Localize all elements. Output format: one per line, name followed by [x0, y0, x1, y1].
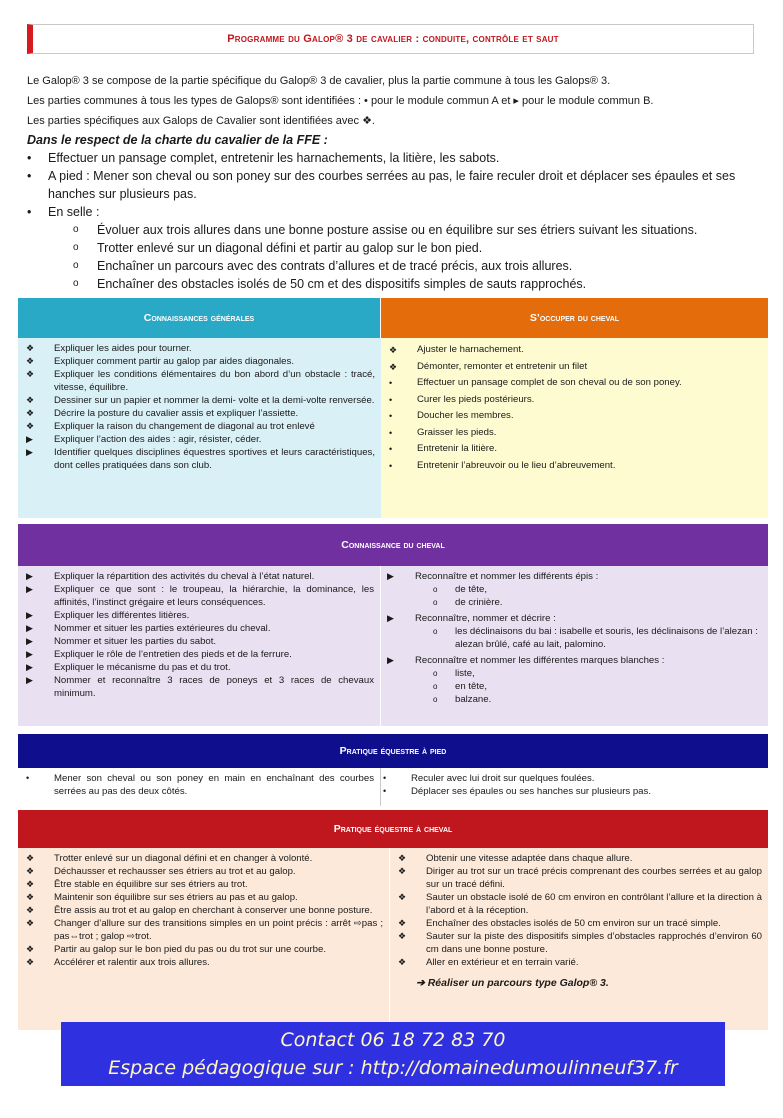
section-pratique-pied [18, 734, 768, 806]
list-item: ▶ Expliquer ce que sont : le troupeau, la hiérarchie, la dominance, les affinités, l’instinct grégaire et leurs conséquences. [26, 584, 374, 608]
circle-bullet-icon: o [433, 627, 438, 636]
list-item: ▶ Identifier quelques disciplines équestres sportives et leurs caractéristiques, dont celles pratiquées dans son club. [26, 447, 375, 471]
list-item: ❖ Être assis au trot et au galop en cherchant à conserver une bonne posture. [26, 905, 373, 916]
list-item: • Entretenir la litière. [387, 441, 762, 458]
diamond-bullet-icon: ❖ [26, 892, 35, 902]
list-item: ❖ Démonter, remonter et entretenir un filet [387, 359, 762, 376]
contact-banner [61, 1022, 725, 1086]
bullet-icon: • [389, 444, 393, 454]
triangle-bullet-icon: ▶ [26, 434, 33, 444]
list-item: ❖ Expliquer la raison du changement de diagonal au trot enlevé [26, 421, 315, 432]
intro-line-2: Les parties communes à tous les types de Galops® sont identifiées : • pour le module commun A et ▸ pour le module commun B. [27, 95, 654, 107]
diamond-bullet-icon: ❖ [26, 957, 35, 967]
list-item: ❖ Sauter un obstacle isolé de 60 cm environ en contrôlant l’allure et la direction à l’abord et à la réception. [398, 892, 762, 916]
bullet-icon: • [27, 205, 32, 219]
list-item: ▶ Expliquer la répartition des activités du cheval à l’état naturel. [26, 571, 315, 582]
triangle-bullet-icon: ▶ [387, 655, 394, 665]
list-connaissance-right [381, 566, 768, 726]
bullet-icon: • [389, 378, 393, 388]
list-subitem: o balzane. [433, 694, 492, 705]
triangle-bullet-icon: ▶ [26, 610, 33, 620]
list-cheval-right [390, 848, 768, 1030]
bullet-icon: • [389, 394, 393, 405]
bullet-icon: • [27, 169, 32, 183]
triangle-bullet-icon: ▶ [26, 623, 33, 633]
triangle-bullet-icon: ▶ [26, 675, 33, 685]
list-item: ❖ Décrire la posture du cavalier assis et expliquer l’assiette. [26, 408, 299, 419]
band-pratique-pied: Pratique équestre à pied [18, 734, 768, 768]
list-item: • Effectuer un pansage complet de son cheval ou de son poney. [387, 375, 762, 392]
list-item: ▶ Reconnaître et nommer les différentes marques blanches : [387, 655, 665, 666]
triangle-bullet-icon: ▶ [26, 649, 33, 659]
band-connaissance-cheval: Connaissance du cheval [18, 524, 768, 566]
bullet-icon: • [389, 427, 393, 438]
list-item: • Déplacer ses épaules ou ses hanches sur plusieurs pas. [383, 786, 651, 797]
intro-subitem: o Enchaîner un parcours avec des contrats d’allures et de tracé précis, aux trois allures. [73, 259, 573, 273]
list-item: ▶ Reconnaître, nommer et décrire : [387, 613, 556, 624]
diamond-bullet-icon: ❖ [398, 931, 407, 941]
bullet-icon: • [383, 786, 387, 796]
list-subitem: o en tête, [433, 681, 488, 692]
contact-website[interactable]: Espace pédagogique sur : http://domainedumoulinneuf37.fr [108, 1057, 678, 1079]
list-item: ❖ Ajuster le harnachement. [387, 342, 762, 359]
circle-bullet-icon: o [433, 669, 438, 678]
diamond-bullet-icon: ❖ [26, 408, 35, 418]
list-subitem: o liste, [433, 668, 475, 679]
list-connaissance-left [18, 566, 381, 726]
triangle-bullet-icon: ▶ [26, 662, 33, 672]
list-pied-right [381, 768, 768, 806]
list-item: ❖ Partir au galop sur le bon pied du pas ou du trot sur une courbe. [26, 944, 326, 955]
list-item: ▶ Expliquer le rôle de l’entretien des pieds et de la ferrure. [26, 649, 292, 660]
diamond-bullet-icon: ❖ [26, 369, 35, 379]
list-item: ❖ Changer d’allure sur des transitions simples en un point précis : arrêt ⇨pas ; pas⇔trot ; galop ⇨trot. [26, 918, 383, 942]
realiser-parcours: ➔ Réaliser un parcours type Galop® 3. [416, 977, 609, 989]
diamond-bullet-icon: ❖ [26, 866, 35, 876]
list-item: ▶ Reconnaître et nommer les différents épis : [387, 571, 599, 582]
list-item: ❖ Expliquer les conditions élémentaires du bon abord d’un obstacle : tracé, vitesse, équilibre. [26, 369, 375, 393]
bullet-icon: • [26, 773, 30, 783]
triangle-bullet-icon: ▶ [387, 613, 394, 623]
contact-phone: Contact 06 18 72 83 70 [280, 1029, 506, 1051]
triangle-bullet-icon: ▶ [26, 447, 33, 457]
section-pratique-cheval [18, 810, 768, 1030]
list-connaissances-generales [18, 338, 381, 518]
intro-line-3: Les parties spécifiques aux Galops de Cavalier sont identifiées avec ❖. [27, 115, 375, 127]
list-item: ▶ Expliquer les différentes litières. [26, 610, 190, 621]
triangle-bullet-icon: ▶ [26, 584, 33, 594]
intro-item: • En selle : [27, 205, 100, 219]
triangle-bullet-icon: ▶ [26, 636, 33, 646]
diamond-bullet-icon: ❖ [26, 905, 35, 915]
triangle-bullet-icon: ▶ [387, 571, 394, 581]
list-item: ❖ Accélérer et ralentir aux trois allures. [26, 957, 210, 968]
circle-bullet-icon: o [73, 260, 79, 271]
bullet-icon: • [389, 411, 393, 421]
list-item: • Entretenir l’abreuvoir ou le lieu d’abreuvement. [387, 458, 762, 475]
list-item: • Curer les pieds postérieurs. [387, 392, 762, 409]
list-subitem: o les déclinaisons du bai : isabelle et souris, les déclinaisons de l’alezan : alezan brûlé, café au lait, palomino. [433, 626, 758, 650]
circle-bullet-icon: o [73, 278, 79, 289]
charte-heading: Dans le respect de la charte du cavalier de la FFE : [27, 133, 328, 147]
diamond-bullet-icon: ❖ [398, 853, 407, 863]
list-item: ▶ Expliquer le mécanisme du pas et du trot. [26, 662, 231, 673]
bullet-icon: • [27, 151, 32, 165]
list-item: • Reculer avec lui droit sur quelques foulées. [383, 773, 595, 784]
list-item: ❖ Enchaîner des obstacles isolés de 50 cm environ sur un tracé simple. [398, 918, 721, 929]
diamond-bullet-icon: ❖ [26, 395, 35, 405]
circle-bullet-icon: o [433, 682, 438, 691]
circle-bullet-icon: o [433, 695, 438, 704]
diamond-bullet-icon: ❖ [398, 957, 407, 967]
list-item: • Graisser les pieds. [387, 425, 762, 442]
list-item: ▶ Nommer et reconnaître 3 races de poneys et 3 races de chevaux minimum. [26, 675, 374, 699]
list-item: ❖ Sauter sur la piste des dispositifs simples d’obstacles rapprochés d’environ 60 cm dans une bonne posture. [398, 931, 762, 955]
list-pied-left [18, 768, 381, 806]
list-item: ❖ Déchausser et rechausser ses étriers au trot et au galop. [26, 866, 296, 877]
diamond-bullet-icon: ❖ [26, 356, 35, 366]
list-item: ▶ Expliquer l’action des aides : agir, résister, céder. [26, 434, 262, 445]
list-subitem: o de tête, [433, 584, 488, 595]
circle-bullet-icon: o [433, 598, 438, 607]
diamond-bullet-icon: ❖ [26, 853, 35, 863]
band-soccuper-cheval: S’occuper du cheval [381, 298, 768, 338]
intro-block [27, 71, 757, 293]
bullet-icon: • [389, 460, 393, 471]
bullet-icon: • [383, 773, 387, 783]
section-connaissance-cheval [18, 524, 768, 726]
list-item: • Doucher les membres. [387, 408, 762, 425]
list-subitem: o de crinière. [433, 597, 503, 608]
diamond-bullet-icon: ❖ [26, 343, 35, 353]
intro-subitem: o Enchaîner des obstacles isolés de 50 cm et des dispositifs simples de sauts rapprochés. [73, 277, 587, 291]
diamond-bullet-icon: ❖ [26, 879, 35, 889]
list-item: ❖ Dessiner sur un papier et nommer la demi- volte et la demi-volte renversée. [26, 395, 375, 406]
circle-bullet-icon: o [73, 224, 79, 235]
triangle-bullet-icon: ▶ [26, 571, 33, 581]
band-connaissances-generales: Connaissances générales [18, 298, 381, 338]
list-item: ▶ Nommer et situer les parties du sabot. [26, 636, 217, 647]
list-item: ❖ Trotter enlevé sur un diagonal défini et en changer à volonté. [26, 853, 313, 864]
diamond-bullet-icon: ❖ [398, 918, 407, 928]
list-item: ❖ Expliquer comment partir au galop par aides diagonales. [26, 356, 294, 367]
list-item: • Mener son cheval ou son poney en main en enchaînant des courbes serrées au pas des deux côtés. [26, 773, 374, 797]
circle-bullet-icon: o [433, 585, 438, 594]
section-general-care [18, 298, 768, 518]
diamond-bullet-icon: ❖ [26, 918, 35, 928]
diamond-bullet-icon: ❖ [389, 361, 398, 372]
diamond-bullet-icon: ❖ [26, 421, 35, 431]
diamond-bullet-icon: ❖ [398, 892, 407, 902]
list-cheval-left [18, 848, 390, 1030]
list-item: ❖ Aller en extérieur et en terrain varié. [398, 957, 579, 968]
intro-line-1: Le Galop® 3 se compose de la partie spécifique du Galop® 3 de cavalier, plus la partie commune à tous les Galops® 3. [27, 75, 611, 87]
document-title: Programme du Galop® 3 de cavalier : conduite, contrôle et saut [227, 33, 559, 45]
list-item: ❖ Diriger au trot sur un tracé précis comprenant des courbes serrées et au galop sur un tracé défini. [398, 866, 762, 890]
list-item: ❖ Être stable en équilibre sur ses étriers au trot. [26, 879, 248, 890]
intro-subitem: o Trotter enlevé sur un diagonal défini et partir au galop sur le bon pied. [73, 241, 483, 255]
list-item: ❖ Expliquer les aides pour tourner. [26, 343, 192, 354]
list-item: ▶ Nommer et situer les parties extérieures du cheval. [26, 623, 271, 634]
diamond-bullet-icon: ❖ [26, 944, 35, 954]
diamond-bullet-icon: ❖ [398, 866, 407, 876]
list-item: ❖ Obtenir une vitesse adaptée dans chaque allure. [398, 853, 633, 864]
intro-list [27, 149, 757, 293]
band-pratique-cheval: Pratique équestre à cheval [18, 810, 768, 848]
intro-item: • Effectuer un pansage complet, entretenir les harnachements, la litière, les sabots. [27, 151, 500, 165]
intro-subitem: o Évoluer aux trois allures dans une bonne posture assise ou en équilibre sur ses étriers suivant les situations. [73, 223, 698, 237]
diamond-bullet-icon: ❖ [389, 345, 398, 355]
list-item: ❖ Maintenir son équilibre sur ses étriers au pas et au galop. [26, 892, 298, 903]
circle-bullet-icon: o [73, 242, 79, 253]
document-title-box [27, 24, 754, 54]
list-soccuper-cheval [381, 338, 768, 518]
intro-item: • A pied : Mener son cheval ou son poney sur des courbes serrées au pas, le faire reculer droit et déplacer ses épaules et ses hanches sur plusieurs pas. [27, 169, 736, 201]
